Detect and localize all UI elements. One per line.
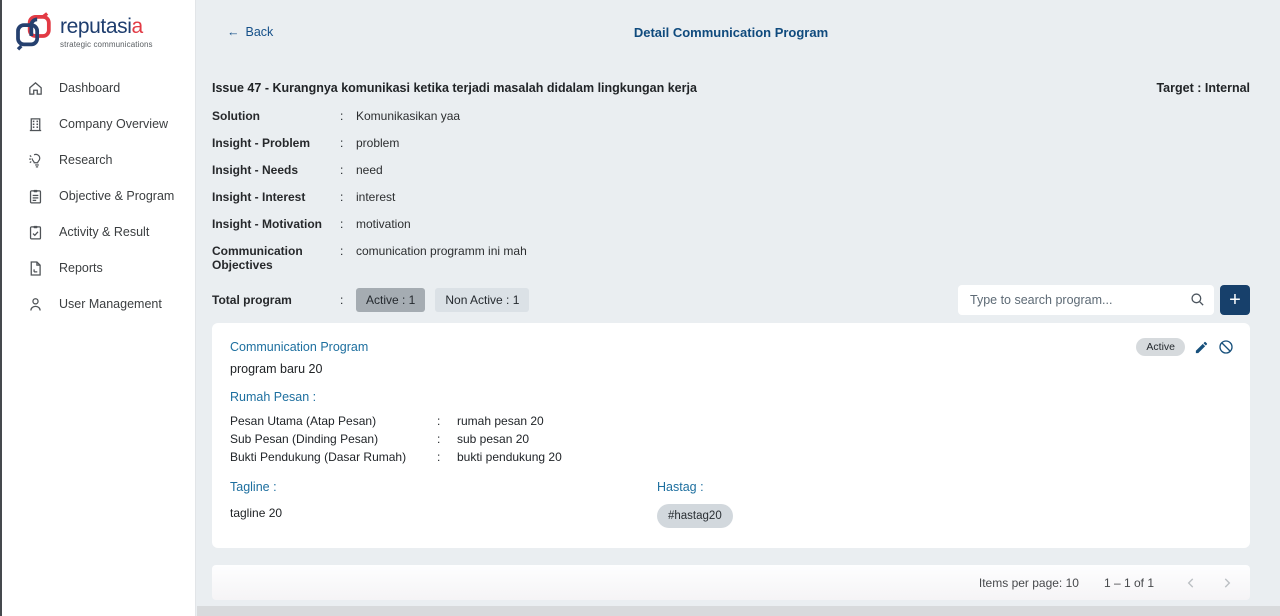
sidebar-item-dashboard[interactable] <box>0 70 195 106</box>
program-name: program baru 20 <box>230 362 323 376</box>
field-row-insight-motivation: Insight - Motivation : motivation <box>212 217 411 231</box>
status-badge: Active <box>1136 338 1185 356</box>
page-range-label: 1 – 1 of 1 <box>1103 575 1154 590</box>
previous-page-icon[interactable] <box>1184 576 1198 590</box>
rumah-pesan-heading: Rumah Pesan : <box>230 390 317 404</box>
field-row-communication-objectives: Communication Objectives : comunication programm ini mah <box>212 244 527 272</box>
sidebar-item-label: User Management <box>59 297 162 311</box>
search-icon[interactable] <box>1190 292 1205 310</box>
program-card <box>212 323 1250 548</box>
edit-icon[interactable] <box>1194 340 1209 355</box>
main-content <box>197 0 1280 616</box>
home-icon <box>27 80 44 97</box>
sidebar-item-research[interactable] <box>0 142 195 178</box>
clipboard-check-icon <box>27 224 44 241</box>
sidebar-item-company-overview[interactable] <box>0 106 195 142</box>
back-button[interactable] <box>227 25 273 39</box>
brand-name: reputasia <box>60 15 143 38</box>
total-program-label: Total program <box>212 293 292 307</box>
field-row-insight-interest: Insight - Interest : interest <box>212 190 396 204</box>
program-card-heading: Communication Program <box>230 340 369 354</box>
issue-header <box>212 81 1250 95</box>
back-label: Back <box>245 25 274 39</box>
sidebar-item-objective-program[interactable] <box>0 178 195 214</box>
sidebar-item-activity-result[interactable] <box>0 214 195 250</box>
logo-mark-icon <box>13 11 53 54</box>
items-per-page-label: Items per page: 10 <box>978 575 1079 590</box>
brand-tagline: strategic communications <box>60 40 153 49</box>
sidebar-item-label: Reports <box>59 261 103 275</box>
card-row-sub-pesan: Sub Pesan (Dinding Pesan) : sub pesan 20 <box>230 432 530 446</box>
field-row-insight-needs: Insight - Needs : need <box>212 163 383 177</box>
tagline-block <box>230 480 657 528</box>
card-row-pesan-utama: Pesan Utama (Atap Pesan) : rumah pesan 20 <box>230 414 544 428</box>
hashtag-chip[interactable]: #hastag20 <box>657 504 733 528</box>
sidebar-item-label: Company Overview <box>59 117 169 131</box>
idea-lamp-icon <box>27 152 44 169</box>
sidebar-item-label: Dashboard <box>59 81 121 95</box>
field-row-solution: Solution : Komunikasikan yaa <box>212 109 461 123</box>
hastag-block <box>657 480 733 528</box>
issue-fields <box>212 109 1250 272</box>
report-file-icon <box>27 260 44 277</box>
active-count-badge[interactable]: Active : 1 <box>356 288 425 312</box>
sidebar-item-label: Research <box>59 153 113 167</box>
paginator <box>212 565 1250 600</box>
topbar <box>212 0 1250 41</box>
total-program-row: Total program : Active : 1 Non Active : 1 Type to search program... + <box>212 285 1250 315</box>
back-arrow-icon: ← <box>227 25 240 39</box>
app-logo[interactable] <box>0 0 195 54</box>
search-input[interactable] <box>958 285 1214 315</box>
tagline-heading: Tagline : <box>230 480 277 494</box>
sidebar-item-label: Activity & Result <box>59 225 150 239</box>
issue-target: Target : Internal <box>1156 81 1250 95</box>
add-program-button[interactable]: + <box>1220 285 1250 315</box>
card-row-bukti-pendukung: Bukti Pendukung (Dasar Rumah) : bukti pendukung 20 <box>230 450 562 464</box>
sidebar-nav <box>0 70 195 322</box>
non-active-count-badge[interactable]: Non Active : 1 <box>435 288 529 312</box>
sidebar-item-user-management[interactable] <box>0 286 195 322</box>
card-actions <box>1136 338 1234 356</box>
clipboard-icon <box>27 188 44 205</box>
sidebar-item-reports[interactable] <box>0 250 195 286</box>
issue-title: Issue 47 - Kurangnya komunikasi ketika terjadi masalah didalam lingkungan kerja <box>212 81 697 95</box>
user-icon <box>27 296 44 313</box>
building-icon <box>27 116 44 133</box>
bottom-scroll-strip <box>197 606 1280 616</box>
window-edge <box>0 0 2 616</box>
search-area <box>958 285 1250 315</box>
next-page-icon[interactable] <box>1220 576 1234 590</box>
page-title: Detail Communication Program <box>633 25 829 40</box>
deactivate-icon[interactable] <box>1218 339 1234 355</box>
hastag-heading: Hastag : <box>657 480 704 494</box>
sidebar-item-label: Objective & Program <box>59 189 175 203</box>
search-box <box>958 285 1214 315</box>
field-row-insight-problem: Insight - Problem : problem <box>212 136 400 150</box>
rumah-pesan-rows <box>230 412 1232 466</box>
tagline-value: tagline 20 <box>230 506 283 520</box>
sidebar <box>0 0 196 616</box>
